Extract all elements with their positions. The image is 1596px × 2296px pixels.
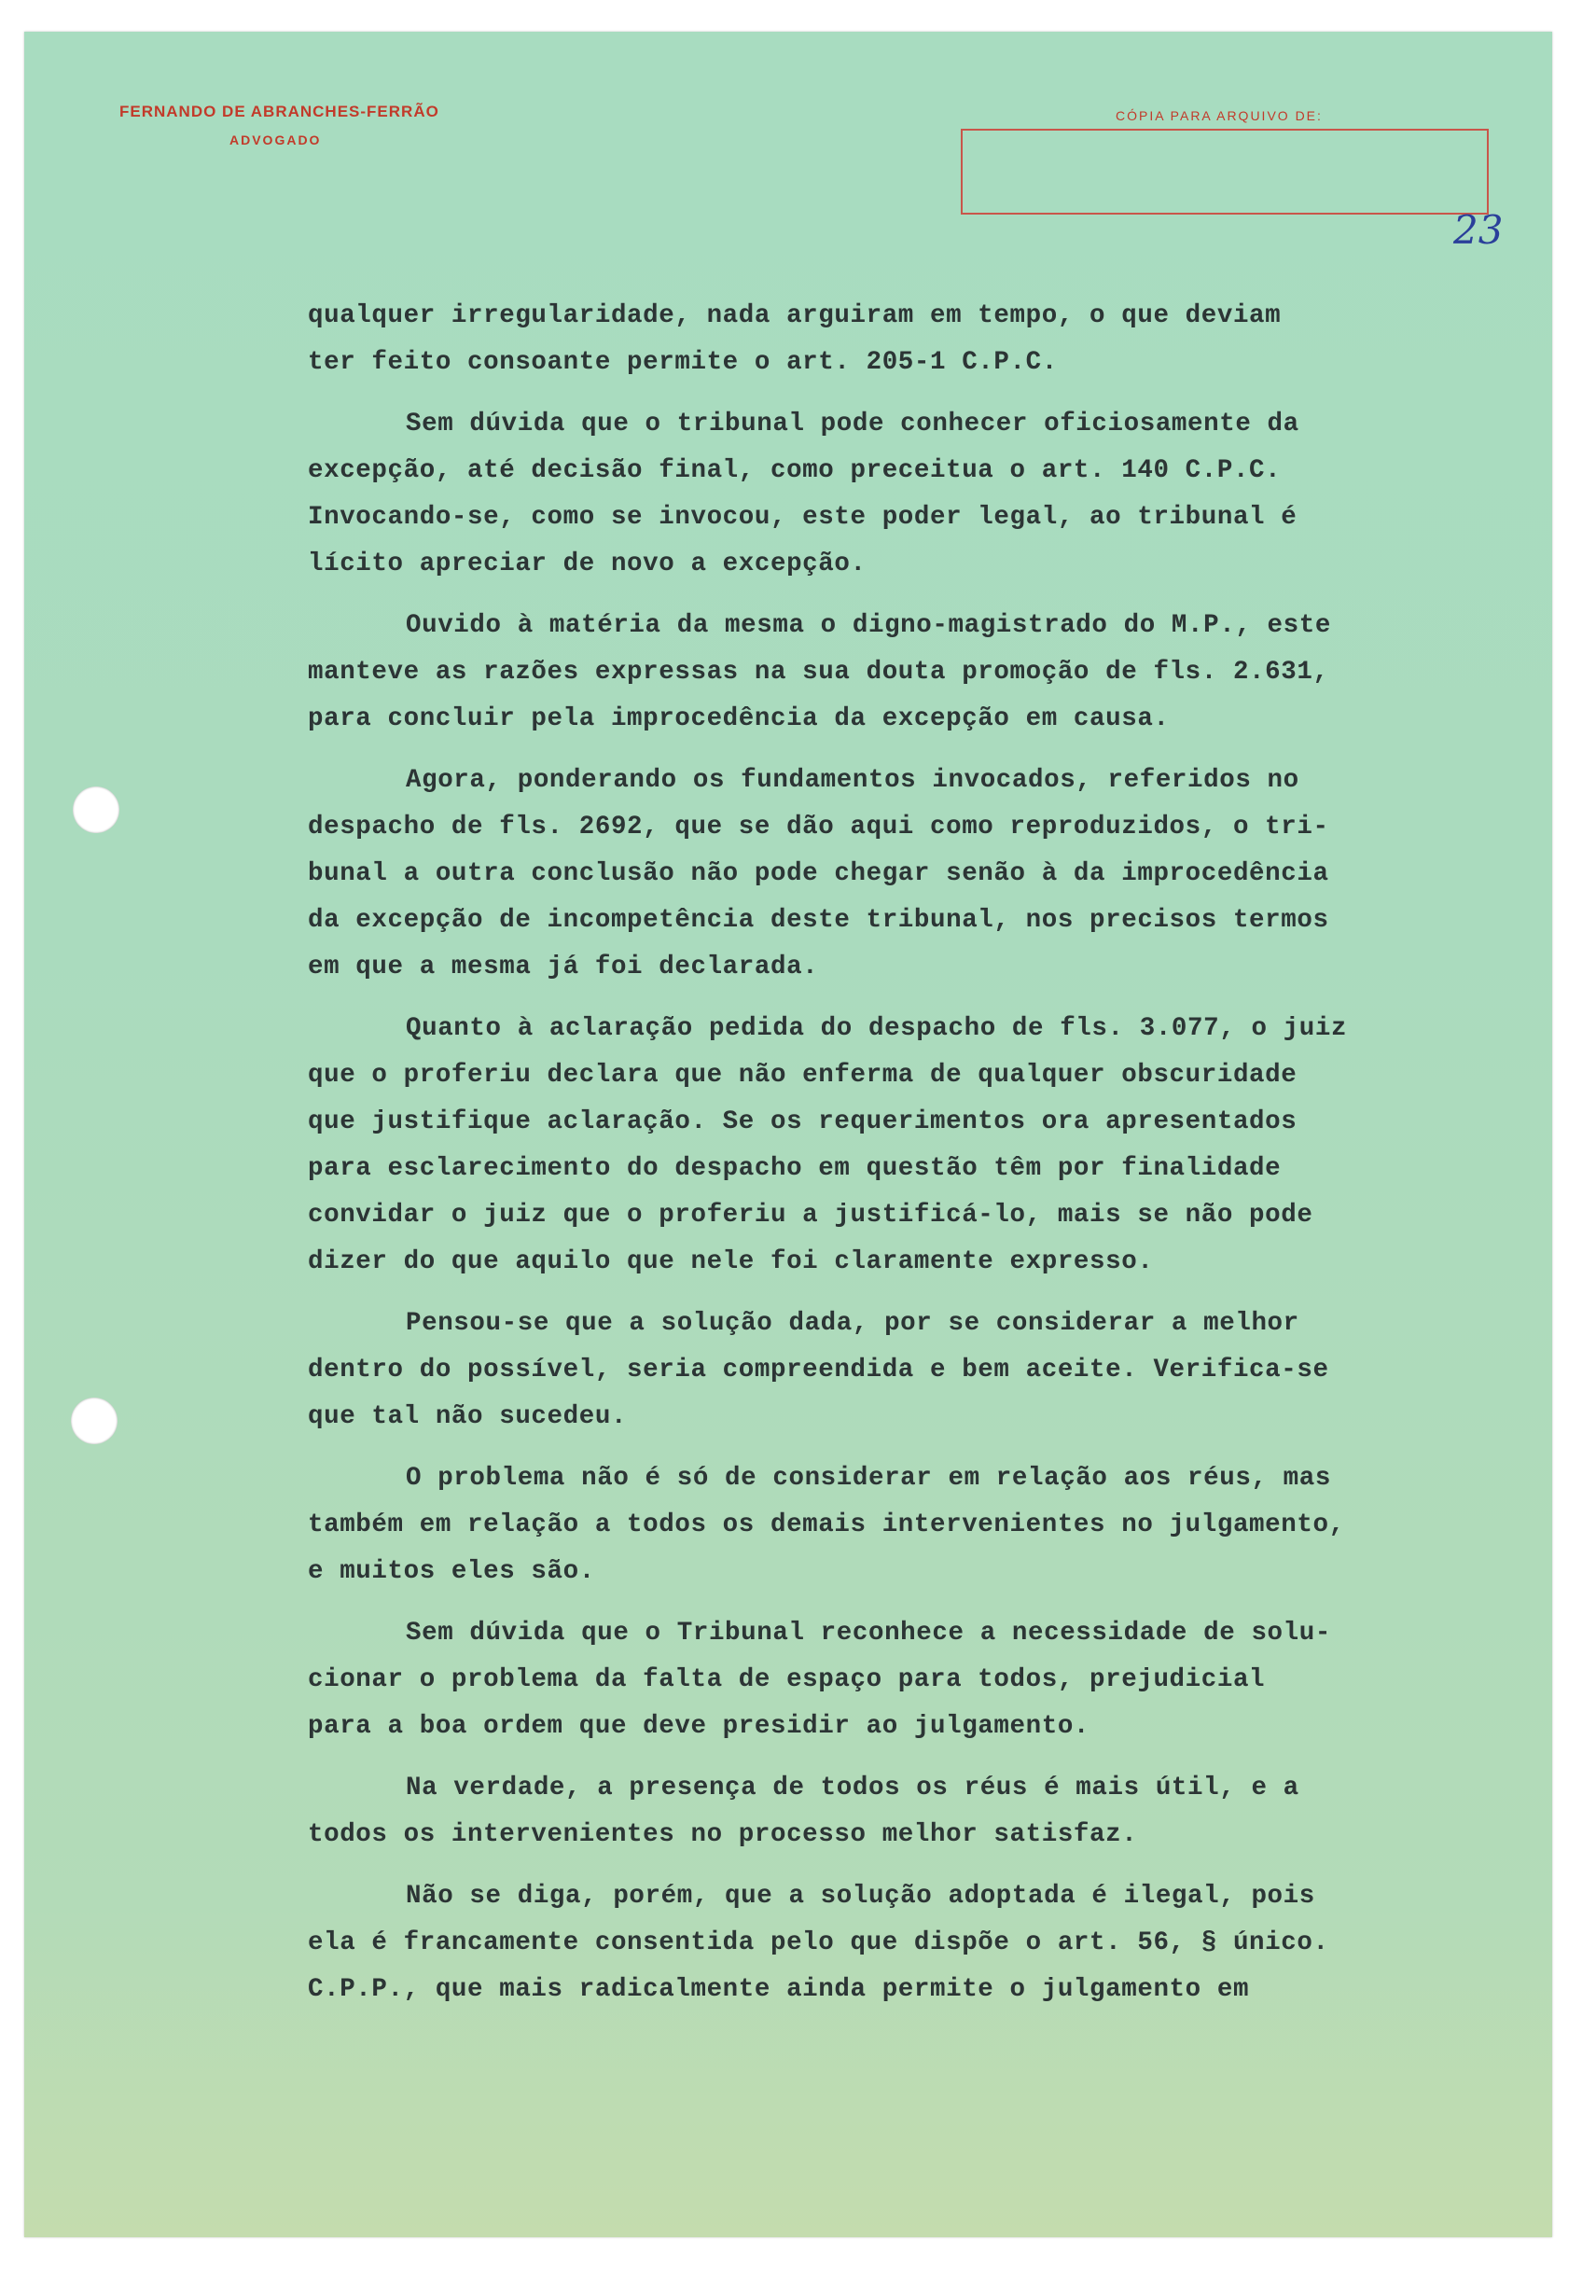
copy-label: CÓPIA PARA ARQUIVO DE: xyxy=(1116,108,1323,123)
punch-hole xyxy=(73,786,119,833)
text-line: e muitos eles são. xyxy=(308,1557,595,1586)
text-line: qualquer irregularidade, nada arguiram em tempo, o que deviam xyxy=(308,301,1282,330)
text-line: Invocando-se, como se invocou, este poder legal, ao tribunal é xyxy=(308,503,1298,532)
text-line: da excepção de incompetência deste tribunal, nos precisos termos xyxy=(308,906,1329,935)
text-line: lícito apreciar de novo a excepção. xyxy=(308,550,867,578)
text-line: Sem dúvida que o tribunal pode conhecer oficiosamente da xyxy=(406,410,1299,438)
letterhead-role: ADVOGADO xyxy=(229,132,322,147)
text-line: Pensou-se que a solução dada, por se considerar a melhor xyxy=(406,1309,1299,1338)
text-line: bunal a outra conclusão não pode chegar senão à da improcedência xyxy=(308,859,1329,888)
punch-hole xyxy=(71,1398,118,1444)
paragraph xyxy=(308,1873,1562,2013)
paragraph xyxy=(308,1006,1562,1286)
text-line: também em relação a todos os demais intervenientes no julgamento, xyxy=(308,1510,1345,1539)
text-line: Não se diga, porém, que a solução adoptada é ilegal, pois xyxy=(406,1882,1315,1911)
paragraph xyxy=(308,1765,1562,1858)
text-line: em que a mesma já foi declarada. xyxy=(308,953,819,981)
paragraph xyxy=(308,603,1562,743)
text-line: que justifique aclaração. Se os requerimentos ora apresentados xyxy=(308,1107,1298,1136)
text-line: Agora, ponderando os fundamentos invocados, referidos no xyxy=(406,766,1299,795)
text-line: ter feito consoante permite o art. 205-1 C.P.C. xyxy=(308,348,1058,377)
text-line: que o proferiu declara que não enferma de qualquer obscuridade xyxy=(308,1061,1298,1090)
body-text xyxy=(308,293,1562,2028)
text-line: todos os intervenientes no processo melhor satisfaz. xyxy=(308,1820,1138,1849)
text-line: para concluir pela improcedência da excepção em causa. xyxy=(308,704,1170,733)
paragraph xyxy=(308,401,1562,588)
document-page xyxy=(24,32,1552,2237)
text-line: despacho de fls. 2692, que se dão aqui como reproduzidos, o tri- xyxy=(308,813,1329,842)
text-line: cionar o problema da falta de espaço para todos, prejudicial xyxy=(308,1665,1266,1694)
letterhead-name: FERNANDO DE ABRANCHES-FERRÃO xyxy=(119,103,439,120)
text-line: O problema não é só de considerar em relação aos réus, mas xyxy=(406,1464,1331,1493)
text-line: Quanto à aclaração pedida do despacho de fls. 3.077, o juiz xyxy=(406,1014,1348,1043)
page-number: 23 xyxy=(1453,207,1504,253)
text-line: dentro do possível, seria compreendida e bem aceite. Verifica-se xyxy=(308,1356,1329,1385)
text-line: dizer do que aquilo que nele foi claramente expresso. xyxy=(308,1247,1154,1276)
text-line: Na verdade, a presença de todos os réus é mais útil, e a xyxy=(406,1774,1299,1802)
text-line: excepção, até decisão final, como preceitua o art. 140 C.P.C. xyxy=(308,456,1282,485)
text-line: para a boa ordem que deve presidir ao julgamento. xyxy=(308,1712,1090,1741)
text-line: para esclarecimento do despacho em questão têm por finalidade xyxy=(308,1154,1282,1183)
text-line: que tal não sucedeu. xyxy=(308,1402,628,1431)
text-line: Ouvido à matéria da mesma o digno-magistrado do M.P., este xyxy=(406,611,1331,640)
paragraph xyxy=(308,1455,1562,1595)
text-line: C.P.P., que mais radicalmente ainda permite o julgamento em xyxy=(308,1975,1250,2004)
text-line: convidar o juiz que o proferiu a justificá-lo, mais se não pode xyxy=(308,1201,1313,1230)
paragraph xyxy=(308,758,1562,991)
text-line: ela é francamente consentida pelo que dispõe o art. 56, § único. xyxy=(308,1928,1329,1957)
text-line: Sem dúvida que o Tribunal reconhece a necessidade de solu- xyxy=(406,1619,1331,1648)
text-line: manteve as razões expressas na sua douta promoção de fls. 2.631, xyxy=(308,658,1329,687)
paragraph xyxy=(308,1610,1562,1750)
paragraph xyxy=(308,1301,1562,1440)
copy-box xyxy=(961,129,1489,215)
paragraph xyxy=(308,293,1562,386)
